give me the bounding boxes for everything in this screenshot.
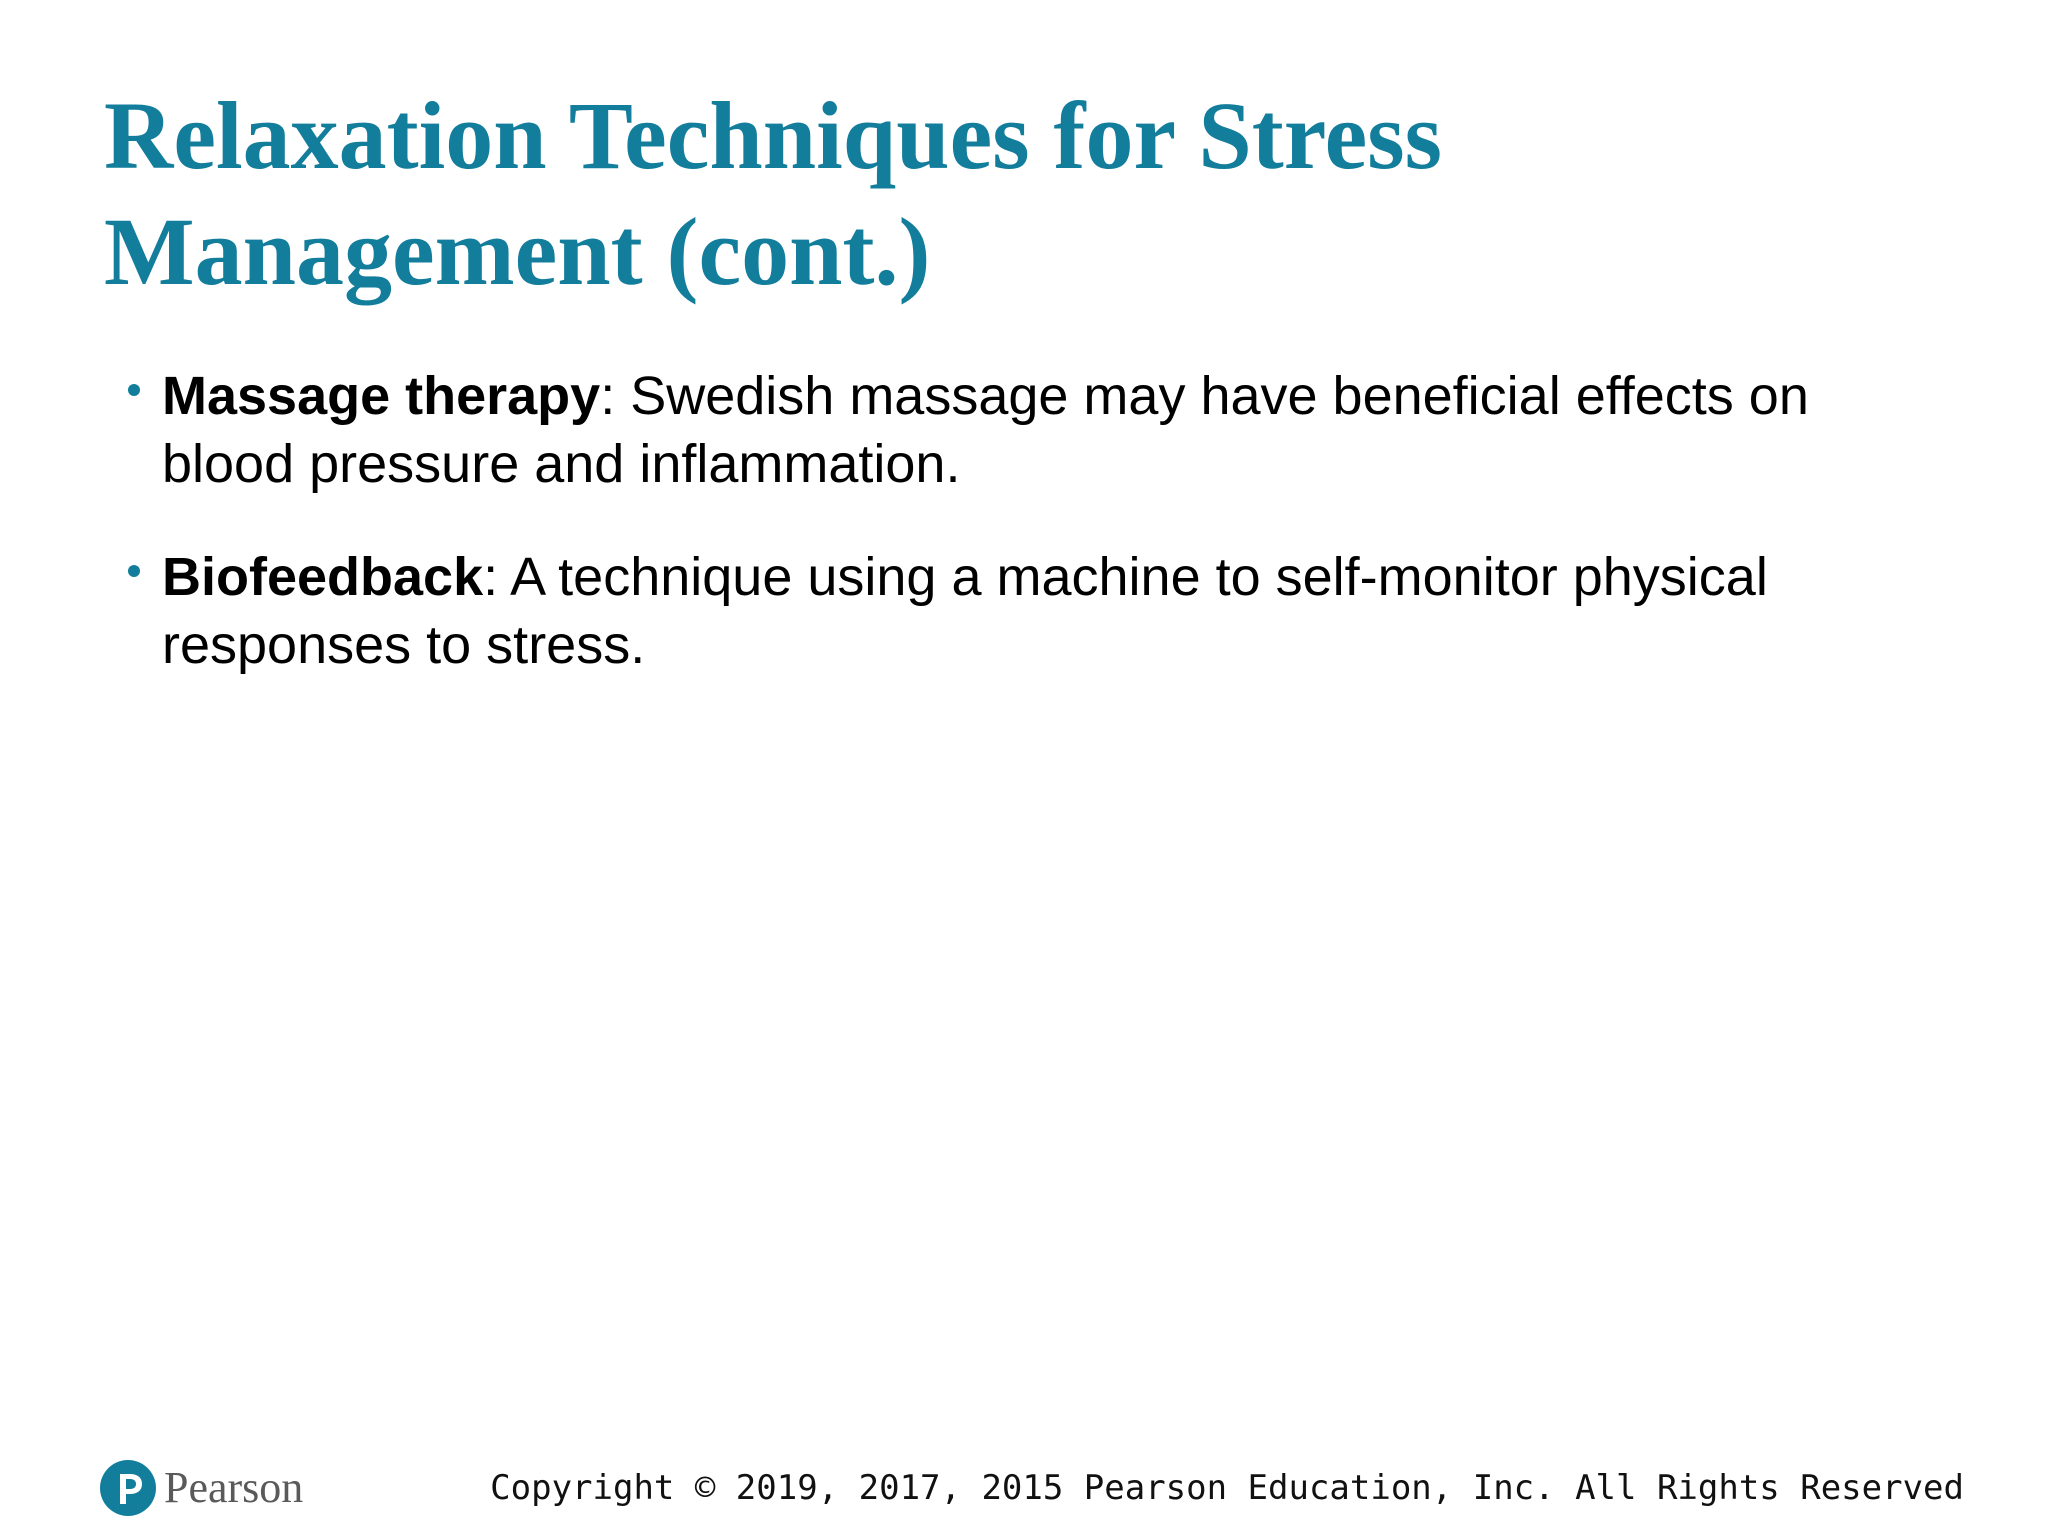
bullet-text: : Swedish massage may have beneficial effects on blood pressure and inflammation. <box>162 366 1809 494</box>
pearson-logo <box>100 1456 303 1520</box>
slide-title <box>104 78 1904 310</box>
bullet-item-biofeedback <box>124 543 1944 679</box>
bullet-list <box>124 362 1944 724</box>
slide-title-line-1: Relaxation Techniques for Stress <box>104 82 1442 189</box>
copyright-notice: Copyright © 2019, 2017, 2015 Pearson Education, Inc. All Rights Reserved <box>490 1468 1964 1508</box>
pearson-p-icon <box>100 1460 156 1516</box>
bullet-dot-icon <box>128 565 140 577</box>
bullet-term: Biofeedback <box>162 547 484 607</box>
slide-title-line-2: Management (cont.) <box>104 198 931 305</box>
pearson-logo-text: Pearson <box>164 1463 304 1512</box>
bullet-item-massage-therapy <box>124 362 1944 498</box>
bullet-term: Massage therapy <box>162 366 601 426</box>
bullet-text: : A technique using a machine to self-monitor physical responses to stress. <box>162 547 1768 675</box>
bullet-dot-icon <box>128 384 140 396</box>
